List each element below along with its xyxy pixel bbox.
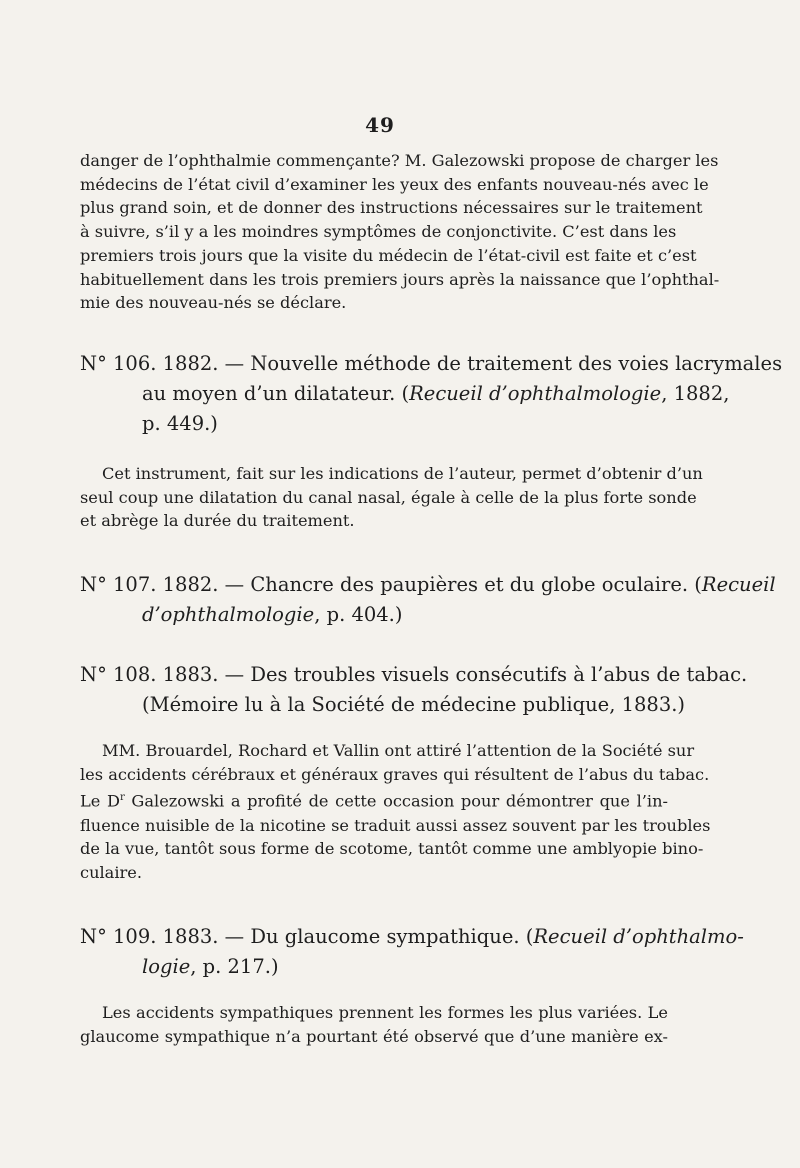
text-line: plus grand soin, et de donner des instructions nécessaires sur le traitement [80, 198, 703, 218]
text-line: Cet instrument, fait sur les indications de l’auteur, permet d’obtenir d’un [102, 464, 703, 483]
entry-109-description [80, 1001, 668, 1048]
entry-citation-page: p. 449.) [142, 412, 218, 435]
text-line [80, 786, 668, 813]
text-fragment: Le D [80, 791, 120, 811]
entry-text: N° 107. 1882. — Chancre des paupières et du globe oculaire. ( [80, 573, 702, 596]
entry-106-description [80, 462, 703, 533]
journal-title: d’ophthalmologie [142, 603, 315, 626]
bibliography-entry-109 [80, 922, 744, 982]
entry-text: N° 109. 1883. — Du glaucome sympathique. ( [80, 925, 534, 948]
superscript: r [119, 792, 125, 804]
intro-paragraph [80, 149, 720, 315]
text-line: à suivre, s’il y a les moindres symptômes de conjonctivite. C’est dans les [80, 222, 677, 242]
text-fragment: Galezowski a profité de cette occasion pour démontrer que l’in- [124, 791, 668, 811]
text-line: les accidents cérébraux et généraux graves qui résultent de l’abus du tabac. [80, 764, 710, 784]
bibliography-entry-107 [80, 570, 776, 630]
journal-title: Recueil [701, 573, 776, 596]
text-line: premiers trois jours que la visite du médecin de l’état-civil est faite et c’est [80, 245, 697, 265]
entry-heading: N° 106. 1882. — Nouvelle méthode de traitement des voies lacrymales [80, 352, 783, 375]
journal-title: logie [142, 955, 191, 978]
text-line: Les accidents sympathiques prennent les formes les plus variées. Le [102, 1003, 668, 1022]
text-line: mie des nouveau-nés se déclare. [80, 293, 347, 313]
entry-heading-continued: (Mémoire lu à la Société de médecine publique, 1883.) [142, 693, 686, 716]
entry-text: , p. 217.) [190, 955, 279, 978]
entry-heading [80, 570, 776, 600]
entry-text: , p. 404.) [314, 603, 403, 626]
text-line: fluence nuisible de la nicotine se traduit aussi assez souvent par les troubles [80, 815, 711, 835]
text-line: MM. Brouardel, Rochard et Vallin ont attiré l’attention de la Société sur [102, 741, 695, 760]
bibliography-entry-106 [80, 349, 783, 439]
entry-heading-continued [80, 379, 730, 409]
entry-heading-continued [80, 952, 668, 982]
text-line: glaucome sympathique n’a pourtant été observé que d’une manière ex- [80, 1026, 668, 1046]
text-line: danger de l’ophthalmie commençante? M. Galezowski propose de charger les [80, 151, 719, 170]
journal-title: Recueil d’ophthalmologie [409, 382, 662, 405]
entry-text: , 1882, [661, 382, 730, 405]
text-line: culaire. [80, 862, 142, 882]
text-line: médecins de l’état civil d’examiner les yeux des enfants nouveau-nés avec le [80, 174, 709, 194]
journal-title: Recueil d’ophthalmo- [533, 925, 744, 948]
text-line: de la vue, tantôt sous forme de scotome, tantôt comme une amblyopie bino- [80, 839, 704, 859]
entry-text: au moyen d’un dilatateur. ( [142, 382, 410, 405]
text-line: et abrège la durée du traitement. [80, 511, 355, 531]
entry-heading [80, 922, 744, 952]
entry-heading-continued [80, 600, 668, 630]
page-number: 49 [365, 113, 395, 137]
text-line: habituellement dans les trois premiers jours après la naissance que l’ophthal- [80, 269, 720, 289]
entry-heading: N° 108. 1883. — Des troubles visuels consécutifs à l’abus de tabac. [80, 663, 748, 686]
entry-108-description [80, 739, 711, 885]
bibliography-entry-108 [80, 660, 748, 720]
text-line: seul coup une dilatation du canal nasal, égale à celle de la plus forte sonde [80, 487, 697, 507]
